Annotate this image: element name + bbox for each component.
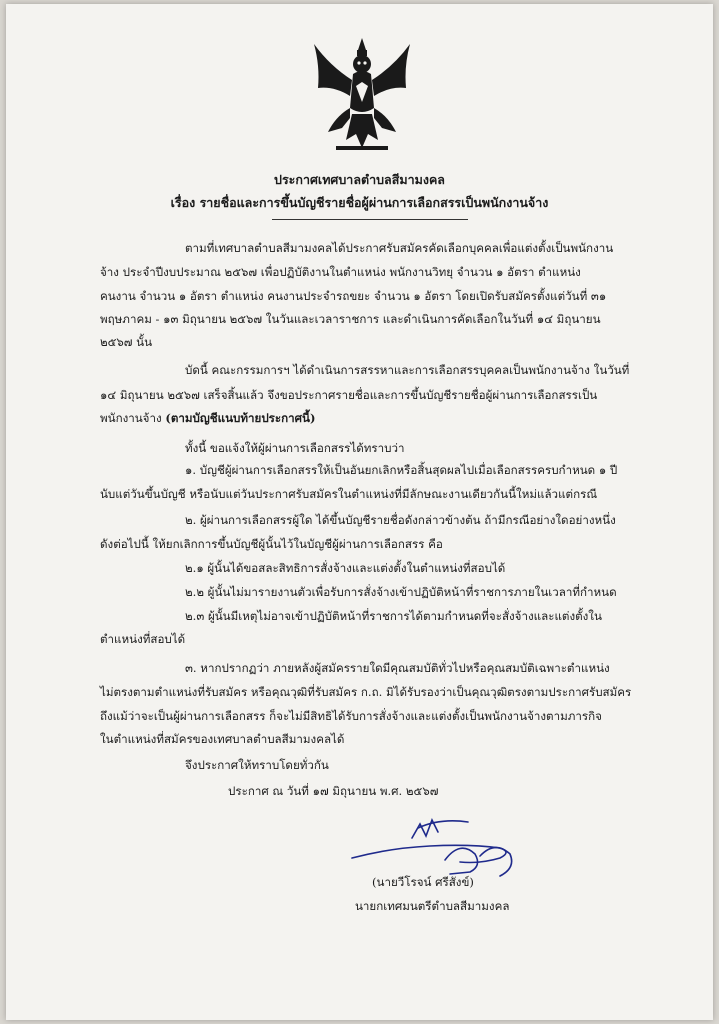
- item1-line: ๑. บัญชีผู้ผ่านการเลือกสรรให้เป็นอันยกเลิกหรือสิ้นสุดผลไปเมื่อเลือกสรรครบกำหนด ๑ ปี: [185, 463, 618, 477]
- signer-position: นายกเทศมนตรีตำบลสีมามงคล: [355, 899, 510, 913]
- item2-line: ดังต่อไปนี้ ให้ยกเลิกการขึ้นบัญชีผู้นั้นไว้ในบัญชีผู้ผ่านการเลือกสรร คือ: [100, 537, 443, 551]
- para2-line: บัดนี้ คณะกรรมการฯ ได้ดำเนินการสรรหาและการเลือกสรรบุคคลเป็นพนักงานจ้าง ในวันที่: [185, 363, 630, 377]
- item2-line: ๒. ผู้ผ่านการเลือกสรรผู้ใด ได้ขึ้นบัญชีรายชื่อดังกล่าวข้างต้น ถ้ามีกรณีอย่างใดอย่างหนึ่ง: [185, 513, 616, 527]
- garuda-emblem: [306, 36, 418, 156]
- item3-line: ในตำแหน่งที่สมัครของเทศบาลตำบลสีมามงคลได้: [100, 732, 345, 746]
- para1-line: จ้าง ประจำปีงบประมาณ ๒๕๖๗ เพื่อปฏิบัติงานในตำแหน่ง พนักงานวิทยุ จำนวน ๑ อัตรา ตำแหน่ง: [100, 265, 581, 279]
- signer-name: (นายวีโรจน์ ศรีสังข์): [372, 875, 474, 889]
- document-subject: เรื่อง รายชื่อและการขึ้นบัญชีรายชื่อผู้ผ่านการเลือกสรรเป็นพนักงานจ้าง: [170, 195, 549, 210]
- document-org-title: ประกาศเทศบาลตำบลสีมามงคล: [274, 172, 445, 187]
- para1-line: ๒๕๖๗ นั้น: [100, 335, 153, 349]
- notice-intro: ทั้งนี้ ขอแจ้งให้ผู้ผ่านการเลือกสรรได้ทราบว่า: [185, 441, 405, 455]
- item3-line: ๓. หากปรากฏว่า ภายหลังผู้สมัครรายใดมีคุณสมบัติทั่วไปหรือคุณสมบัติเฉพาะตำแหน่ง: [185, 661, 610, 675]
- item2-3-line: ๒.๓ ผู้นั้นมีเหตุไม่อาจเข้าปฏิบัติหน้าที่ราชการได้ตามกำหนดที่จะสั่งจ้างและแต่งตั้งใน: [185, 609, 602, 623]
- announcement-date: ประกาศ ณ วันที่ ๑๗ มิถุนายน พ.ศ. ๒๕๖๗: [228, 784, 439, 798]
- closing-text: จึงประกาศให้ทราบโดยทั่วกัน: [185, 758, 329, 772]
- item3-line: ไม่ตรงตามตำแหน่งที่รับสมัคร หรือคุณวุฒิที่รับสมัคร ก.ถ. มิได้รับรองว่าเป็นคุณวุฒิตรงตามประกาศรับสมัคร: [100, 685, 632, 699]
- para2-line: [100, 410, 315, 426]
- item3-line: ถึงแม้ว่าจะเป็นผู้ผ่านการเลือกสรร ก็จะไม่มีสิทธิได้รับการสั่งจ้างและแต่งตั้งเป็นพนักงานจ้างตามภารกิจ: [100, 709, 602, 723]
- item1-line: นับแต่วันขึ้นบัญชี หรือนับแต่วันประกาศรับสมัครในตำแหน่งที่มีลักษณะงานเดียวกันนี้ใหม่แล้วแต่กรณี: [100, 487, 598, 501]
- para2-line: ๑๔ มิถุนายน ๒๕๖๗ เสร็จสิ้นแล้ว จึงขอประกาศรายชื่อและการขึ้นบัญชีรายชื่อผู้ผ่านการเลือกสรรเป็น: [100, 388, 598, 402]
- item2-2-line: ๒.๒ ผู้นั้นไม่มารายงานตัวเพื่อรับการสั่งจ้างเข้าปฏิบัติหน้าที่ราชการภายในเวลาที่กำหนด: [185, 585, 617, 599]
- para1-line: ตามที่เทศบาลตำบลสีมามงคลได้ประกาศรับสมัครคัดเลือกบุคคลเพื่อแต่งตั้งเป็นพนักงาน: [185, 241, 614, 255]
- title-divider: [272, 219, 468, 220]
- attachment-note: (ตามบัญชีแนบท้ายประกาศนี้): [165, 411, 316, 425]
- item2-3-line: ตำแหน่งที่สอบได้: [100, 632, 186, 646]
- para2-text: พนักงานจ้าง: [100, 411, 162, 425]
- para1-line: คนงาน จำนวน ๑ อัตรา ตำแหน่ง คนงานประจำรถขยะ จำนวน ๑ อัตรา โดยเปิดรับสมัครตั้งแต่วันที่ ๓๑: [100, 289, 607, 303]
- para1-line: พฤษภาคม - ๑๓ มิถุนายน ๒๕๖๗ ในวันและเวลาราชการ และดำเนินการคัดเลือกในวันที่ ๑๔ มิถุนายน: [100, 312, 601, 326]
- item2-1-line: ๒.๑ ผู้นั้นได้ขอสละสิทธิการสั่งจ้างและแต่งตั้งในตำแหน่งที่สอบได้: [185, 561, 506, 575]
